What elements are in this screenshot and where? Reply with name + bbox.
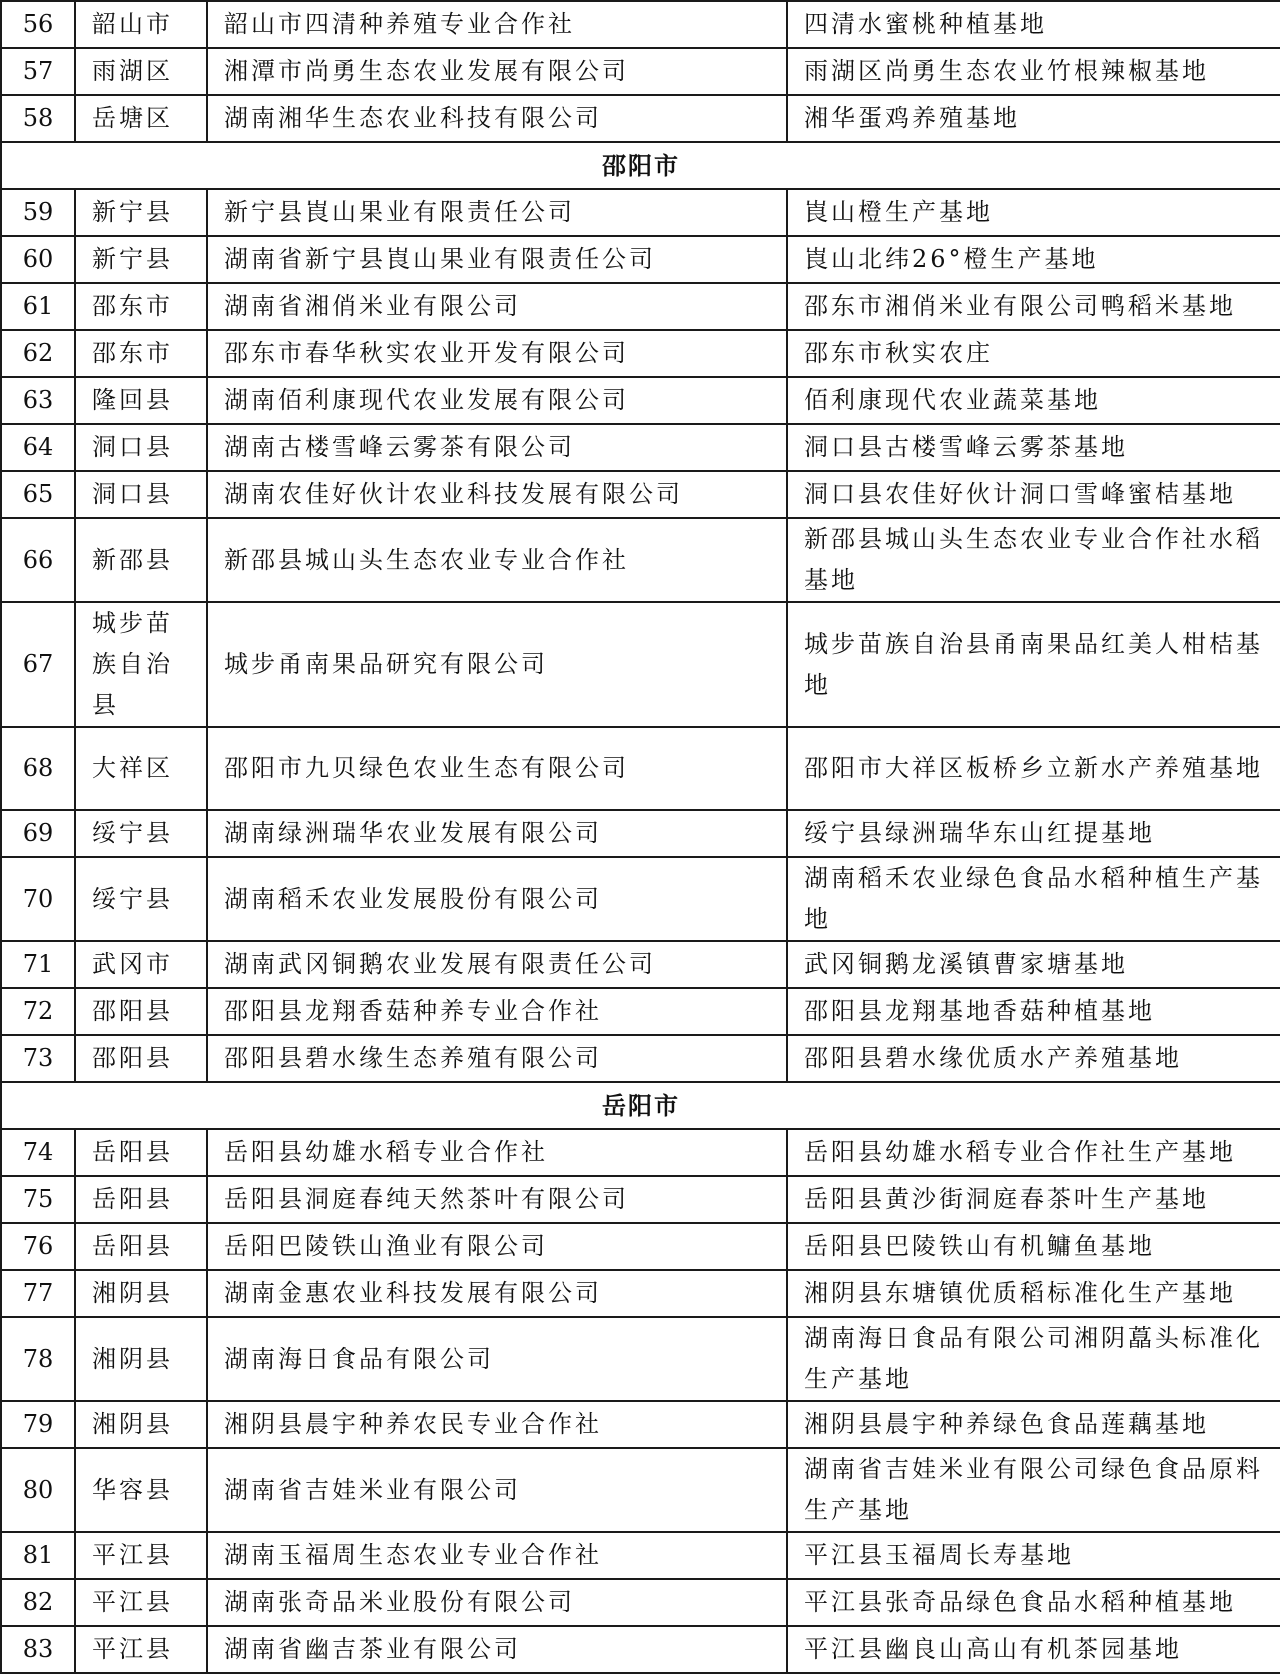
organization-cell: 湘潭市尚勇生态农业发展有限公司 bbox=[207, 48, 787, 95]
organization-cell: 湖南省幽吉茶业有限公司 bbox=[207, 1626, 787, 1673]
base-name-cell: 湘华蛋鸡养殖基地 bbox=[787, 95, 1280, 142]
table-row bbox=[1, 941, 1280, 988]
row-number-cell: 78 bbox=[1, 1317, 75, 1401]
county-cell: 岳塘区 bbox=[75, 95, 207, 142]
county-cell: 湘阴县 bbox=[75, 1401, 207, 1448]
base-name-cell: 邵阳市大祥区板桥乡立新水产养殖基地 bbox=[787, 727, 1280, 810]
base-name-cell: 岳阳县幼雄水稻专业合作社生产基地 bbox=[787, 1129, 1280, 1176]
organization-cell: 湖南农佳好伙计农业科技发展有限公司 bbox=[207, 471, 787, 518]
base-name-cell: 崀山橙生产基地 bbox=[787, 189, 1280, 236]
table-row bbox=[1, 1532, 1280, 1579]
base-name-cell: 湘阴县晨宇种养绿色食品莲藕基地 bbox=[787, 1401, 1280, 1448]
county-cell: 城步苗族自治县 bbox=[75, 602, 207, 727]
base-name-cell: 岳阳县黄沙街洞庭春茶叶生产基地 bbox=[787, 1176, 1280, 1223]
base-name-cell: 平江县玉福周长寿基地 bbox=[787, 1532, 1280, 1579]
section-title: 岳阳市 bbox=[1, 1082, 1280, 1129]
table-row bbox=[1, 1, 1280, 48]
organization-cell: 湖南省湘俏米业有限公司 bbox=[207, 283, 787, 330]
table-row bbox=[1, 1270, 1280, 1317]
row-number-cell: 68 bbox=[1, 727, 75, 810]
organization-cell: 邵阳县碧水缘生态养殖有限公司 bbox=[207, 1035, 787, 1082]
base-name-cell: 岳阳县巴陵铁山有机鳙鱼基地 bbox=[787, 1223, 1280, 1270]
row-number-cell: 73 bbox=[1, 1035, 75, 1082]
table-row bbox=[1, 330, 1280, 377]
county-cell: 平江县 bbox=[75, 1532, 207, 1579]
base-name-cell: 湖南海日食品有限公司湘阴藠头标准化生产基地 bbox=[787, 1317, 1280, 1401]
county-cell: 邵阳县 bbox=[75, 1035, 207, 1082]
base-name-cell: 武冈铜鹅龙溪镇曹家塘基地 bbox=[787, 941, 1280, 988]
row-number-cell: 76 bbox=[1, 1223, 75, 1270]
county-cell: 华容县 bbox=[75, 1448, 207, 1532]
row-number-cell: 61 bbox=[1, 283, 75, 330]
county-cell: 武冈市 bbox=[75, 941, 207, 988]
row-number-cell: 59 bbox=[1, 189, 75, 236]
base-name-cell: 雨湖区尚勇生态农业竹根辣椒基地 bbox=[787, 48, 1280, 95]
county-cell: 新邵县 bbox=[75, 518, 207, 602]
organization-cell: 岳阳县洞庭春纯天然茶叶有限公司 bbox=[207, 1176, 787, 1223]
organization-cell: 湖南玉福周生态农业专业合作社 bbox=[207, 1532, 787, 1579]
row-number-cell: 58 bbox=[1, 95, 75, 142]
table-row bbox=[1, 857, 1280, 941]
table-row bbox=[1, 1129, 1280, 1176]
row-number-cell: 75 bbox=[1, 1176, 75, 1223]
row-number-cell: 67 bbox=[1, 602, 75, 727]
row-number-cell: 64 bbox=[1, 424, 75, 471]
county-cell: 绥宁县 bbox=[75, 857, 207, 941]
organization-cell: 湖南张奇品米业股份有限公司 bbox=[207, 1579, 787, 1626]
county-cell: 岳阳县 bbox=[75, 1129, 207, 1176]
base-name-cell: 城步苗族自治县甬南果品红美人柑桔基地 bbox=[787, 602, 1280, 727]
base-name-cell: 湖南省吉娃米业有限公司绿色食品原料生产基地 bbox=[787, 1448, 1280, 1532]
row-number-cell: 62 bbox=[1, 330, 75, 377]
base-name-cell: 洞口县古楼雪峰云雾茶基地 bbox=[787, 424, 1280, 471]
organization-cell: 邵阳县龙翔香菇种养专业合作社 bbox=[207, 988, 787, 1035]
row-number-cell: 57 bbox=[1, 48, 75, 95]
organization-cell: 湖南古楼雪峰云雾茶有限公司 bbox=[207, 424, 787, 471]
county-cell: 韶山市 bbox=[75, 1, 207, 48]
organization-cell: 湖南佰利康现代农业发展有限公司 bbox=[207, 377, 787, 424]
organization-cell: 湖南湘华生态农业科技有限公司 bbox=[207, 95, 787, 142]
base-name-cell: 崀山北纬26°橙生产基地 bbox=[787, 236, 1280, 283]
base-name-cell: 平江县幽良山高山有机茶园基地 bbox=[787, 1626, 1280, 1673]
county-cell: 岳阳县 bbox=[75, 1223, 207, 1270]
organization-cell: 岳阳巴陵铁山渔业有限公司 bbox=[207, 1223, 787, 1270]
base-name-cell: 绥宁县绿洲瑞华东山红提基地 bbox=[787, 810, 1280, 857]
organization-cell: 韶山市四清种养殖专业合作社 bbox=[207, 1, 787, 48]
base-name-cell: 邵阳县龙翔基地香菇种植基地 bbox=[787, 988, 1280, 1035]
county-cell: 湘阴县 bbox=[75, 1317, 207, 1401]
base-name-cell: 佰利康现代农业蔬菜基地 bbox=[787, 377, 1280, 424]
row-number-cell: 66 bbox=[1, 518, 75, 602]
county-cell: 隆回县 bbox=[75, 377, 207, 424]
organization-cell: 湖南海日食品有限公司 bbox=[207, 1317, 787, 1401]
table-row bbox=[1, 1317, 1280, 1401]
organization-cell: 湖南金惠农业科技发展有限公司 bbox=[207, 1270, 787, 1317]
table-row bbox=[1, 518, 1280, 602]
table-row bbox=[1, 283, 1280, 330]
county-cell: 新宁县 bbox=[75, 189, 207, 236]
base-name-cell: 邵阳县碧水缘优质水产养殖基地 bbox=[787, 1035, 1280, 1082]
organization-cell: 湖南武冈铜鹅农业发展有限责任公司 bbox=[207, 941, 787, 988]
base-name-cell: 邵东市秋实农庄 bbox=[787, 330, 1280, 377]
row-number-cell: 65 bbox=[1, 471, 75, 518]
row-number-cell: 74 bbox=[1, 1129, 75, 1176]
table-row bbox=[1, 988, 1280, 1035]
table-row bbox=[1, 471, 1280, 518]
table-row bbox=[1, 727, 1280, 810]
base-name-cell: 湖南稻禾农业绿色食品水稻种植生产基地 bbox=[787, 857, 1280, 941]
organization-cell: 邵东市春华秋实农业开发有限公司 bbox=[207, 330, 787, 377]
row-number-cell: 71 bbox=[1, 941, 75, 988]
county-cell: 邵阳县 bbox=[75, 988, 207, 1035]
county-cell: 岳阳县 bbox=[75, 1176, 207, 1223]
row-number-cell: 80 bbox=[1, 1448, 75, 1532]
county-cell: 平江县 bbox=[75, 1579, 207, 1626]
organization-cell: 城步甬南果品研究有限公司 bbox=[207, 602, 787, 727]
row-number-cell: 79 bbox=[1, 1401, 75, 1448]
table-row bbox=[1, 1579, 1280, 1626]
section-header-row bbox=[1, 142, 1280, 189]
section-header-row bbox=[1, 1082, 1280, 1129]
table-row bbox=[1, 1223, 1280, 1270]
organization-cell: 湖南省吉娃米业有限公司 bbox=[207, 1448, 787, 1532]
row-number-cell: 77 bbox=[1, 1270, 75, 1317]
organization-cell: 湖南省新宁县崀山果业有限责任公司 bbox=[207, 236, 787, 283]
section-title: 邵阳市 bbox=[1, 142, 1280, 189]
base-name-cell: 平江县张奇品绿色食品水稻种植基地 bbox=[787, 1579, 1280, 1626]
table-row bbox=[1, 602, 1280, 727]
row-number-cell: 70 bbox=[1, 857, 75, 941]
base-name-cell: 新邵县城山头生态农业专业合作社水稻基地 bbox=[787, 518, 1280, 602]
county-cell: 邵东市 bbox=[75, 283, 207, 330]
county-cell: 邵东市 bbox=[75, 330, 207, 377]
organization-cell: 湖南绿洲瑞华农业发展有限公司 bbox=[207, 810, 787, 857]
county-cell: 新宁县 bbox=[75, 236, 207, 283]
table-row bbox=[1, 810, 1280, 857]
organization-cell: 湖南稻禾农业发展股份有限公司 bbox=[207, 857, 787, 941]
table-body bbox=[1, 1, 1280, 1673]
county-cell: 洞口县 bbox=[75, 424, 207, 471]
organization-cell: 新宁县崀山果业有限责任公司 bbox=[207, 189, 787, 236]
table-row bbox=[1, 424, 1280, 471]
county-cell: 湘阴县 bbox=[75, 1270, 207, 1317]
table-row bbox=[1, 189, 1280, 236]
row-number-cell: 56 bbox=[1, 1, 75, 48]
base-name-cell: 四清水蜜桃种植基地 bbox=[787, 1, 1280, 48]
base-name-cell: 邵东市湘俏米业有限公司鸭稻米基地 bbox=[787, 283, 1280, 330]
table-row bbox=[1, 1176, 1280, 1223]
organization-cell: 邵阳市九贝绿色农业生态有限公司 bbox=[207, 727, 787, 810]
table-row bbox=[1, 95, 1280, 142]
row-number-cell: 72 bbox=[1, 988, 75, 1035]
table-row bbox=[1, 236, 1280, 283]
table-row bbox=[1, 48, 1280, 95]
row-number-cell: 63 bbox=[1, 377, 75, 424]
base-name-cell: 湘阴县东塘镇优质稻标准化生产基地 bbox=[787, 1270, 1280, 1317]
base-name-cell: 洞口县农佳好伙计洞口雪峰蜜桔基地 bbox=[787, 471, 1280, 518]
county-cell: 大祥区 bbox=[75, 727, 207, 810]
table-row bbox=[1, 1401, 1280, 1448]
row-number-cell: 69 bbox=[1, 810, 75, 857]
county-cell: 雨湖区 bbox=[75, 48, 207, 95]
county-cell: 洞口县 bbox=[75, 471, 207, 518]
table-row bbox=[1, 1448, 1280, 1532]
county-cell: 绥宁县 bbox=[75, 810, 207, 857]
row-number-cell: 83 bbox=[1, 1626, 75, 1673]
row-number-cell: 82 bbox=[1, 1579, 75, 1626]
organization-cell: 湘阴县晨宇种养农民专业合作社 bbox=[207, 1401, 787, 1448]
organization-cell: 新邵县城山头生态农业专业合作社 bbox=[207, 518, 787, 602]
county-cell: 平江县 bbox=[75, 1626, 207, 1673]
row-number-cell: 81 bbox=[1, 1532, 75, 1579]
table-row bbox=[1, 377, 1280, 424]
row-number-cell: 60 bbox=[1, 236, 75, 283]
table-row bbox=[1, 1626, 1280, 1673]
table-row bbox=[1, 1035, 1280, 1082]
organization-cell: 岳阳县幼雄水稻专业合作社 bbox=[207, 1129, 787, 1176]
